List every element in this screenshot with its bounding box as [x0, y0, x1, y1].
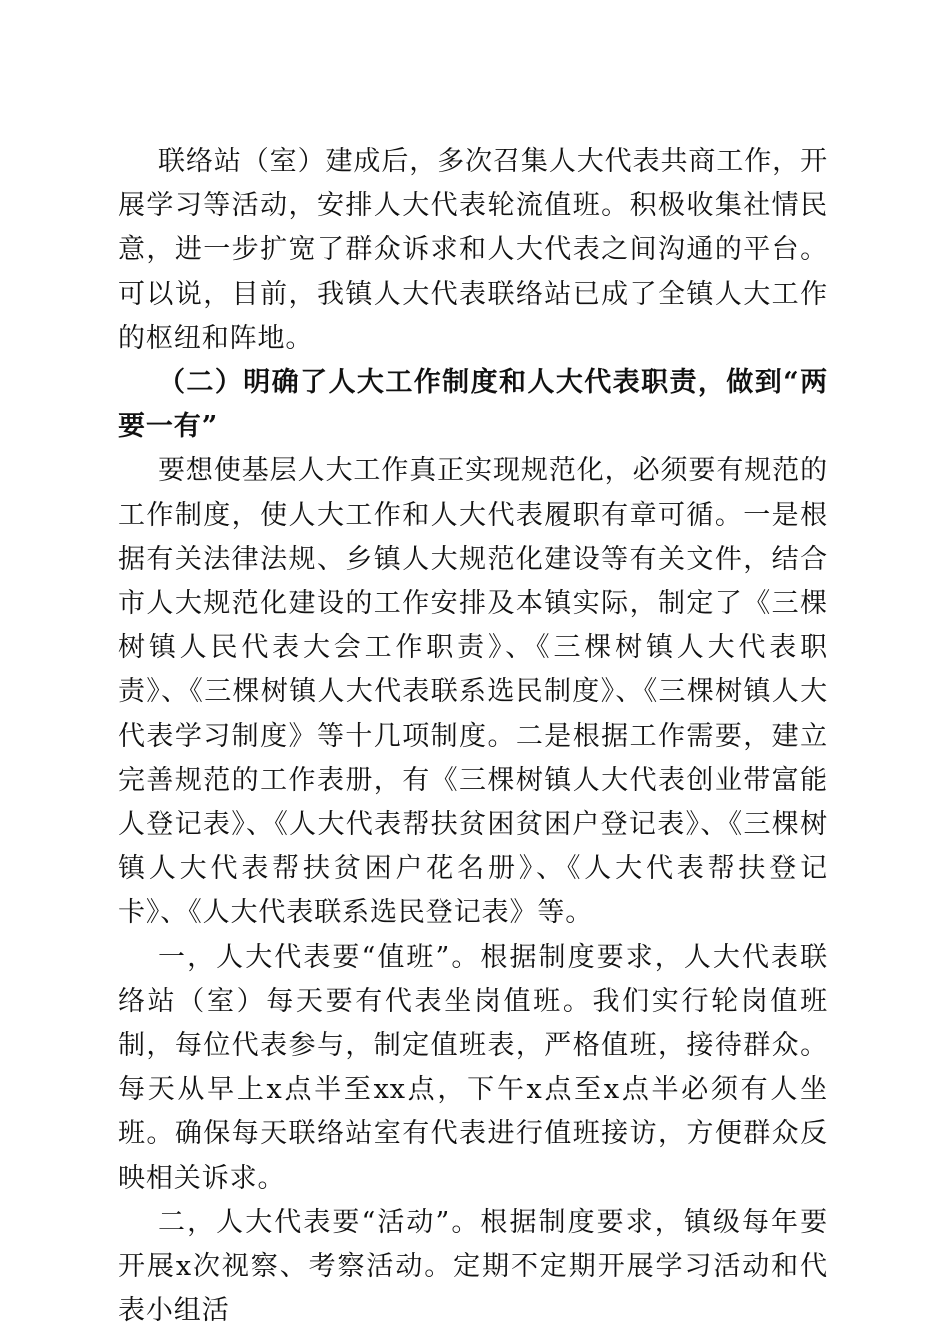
- paragraph-work-system: 要想使基层人大工作真正实现规范化，必须要有规范的工作制度，使人大工作和人大代表履职有章可循。一是根据有关法律法规、乡镇人大规范化建设等有关文件，结合市人大规范化建设的工作安排及本镇实际，制定了《三棵树镇人民代表大会工作职责》、《三棵树镇人大代表职责》、《三棵树镇人大代表联系选民制度》、《三棵树镇人大代表学习制度》等十几项制度。二是根据工作需要，建立完善规范的工作表册，有《三棵树镇人大代表创业带富能人登记表》、《人大代表帮扶贫困贫困户登记表》、《三棵树镇人大代表帮扶贫困户花名册》、《人大代表帮扶登记卡》、《人大代表联系选民登记表》等。: [118, 455, 828, 929]
- paragraph-duty-shift: 一，人大代表要“值班”。根据制度要求，人大代表联络站（室）每天要有代表坐岗值班。我们实行轮岗值班制，每位代表参与，制定值班表，严格值班，接待群众。每天从早上x点半至xx点，下午x点至x点半必须有人坐班。确保每天联络站室有代表进行值班接访，方便群众反映相关诉求。: [118, 941, 828, 1194]
- section-heading-2: （二）明确了人大工作制度和人大代表职责，做到“两要一有”: [118, 367, 828, 443]
- document-body: [118, 140, 828, 1333]
- paragraph-activities: 二，人大代表要“活动”。根据制度要求，镇级每年要开展x次视察、考察活动。定期不定期开展学习活动和代表小组活: [118, 1206, 828, 1327]
- paragraph-liaison-station: 联络站（室）建成后，多次召集人大代表共商工作，开展学习等活动，安排人大代表轮流值班。积极收集社情民意，进一步扩宽了群众诉求和人大代表之间沟通的平台。可以说，目前，我镇人大代表联络站已成了全镇人大工作的枢纽和阵地。: [118, 146, 828, 354]
